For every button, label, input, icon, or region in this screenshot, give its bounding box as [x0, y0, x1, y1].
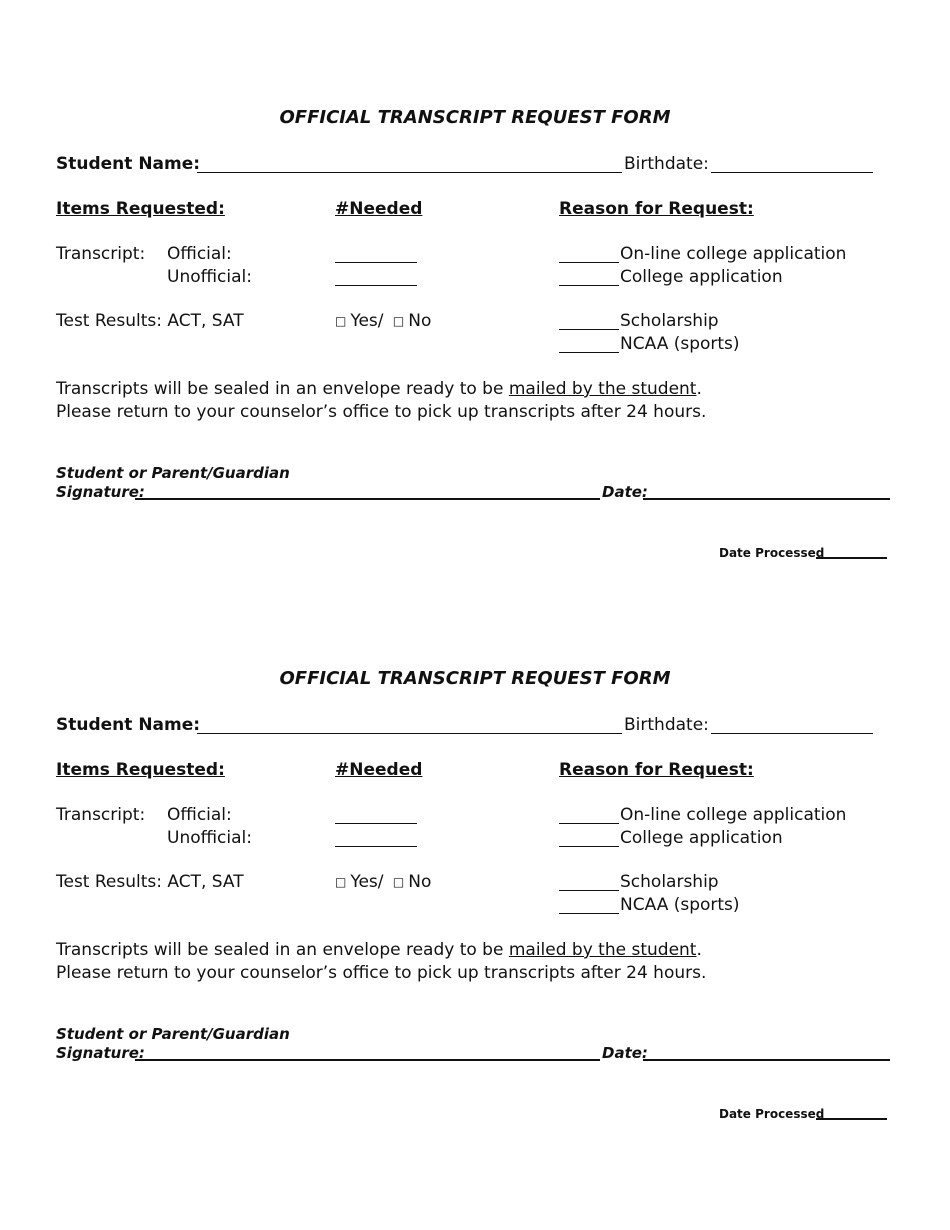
signer-label: Student or Parent/Guardian: [56, 464, 290, 482]
items-requested-heading: Items Requested:: [56, 760, 225, 780]
signer-label: Student or Parent/Guardian: [56, 1025, 290, 1043]
transcript-request-form: [0, 0, 950, 560]
transcript-request-form: [0, 561, 950, 1121]
birthdate-label: Birthdate:: [624, 715, 709, 735]
birthdate-label: Birthdate:: [624, 154, 709, 174]
reason-heading: Reason for Request:: [559, 199, 754, 219]
reason-college-label: College application: [620, 267, 783, 287]
notice-emphasis: mailed by the student: [508, 940, 697, 960]
no-label: No: [408, 311, 432, 331]
signature-date-label: Date:: [602, 483, 648, 501]
reason-college-label: College application: [620, 828, 783, 848]
unofficial-count-field[interactable]: [335, 285, 417, 286]
official-count-field[interactable]: [335, 262, 417, 263]
reason-scholarship-blank[interactable]: [559, 329, 619, 330]
notice-suffix: .: [696, 379, 702, 399]
yes-label: Yes/: [350, 872, 384, 892]
notice-line-2: Please return to your counselor’s office to pick up transcripts after 24 hours.: [56, 963, 707, 983]
date-processed-field[interactable]: [816, 557, 887, 559]
test-results-choice: [335, 872, 431, 892]
official-label: Official:: [167, 244, 232, 264]
no-checkbox[interactable]: □: [392, 314, 405, 328]
student-name-field[interactable]: [197, 733, 622, 734]
signature-date-field[interactable]: [643, 498, 890, 500]
reason-online-label: On-line college application: [620, 805, 847, 825]
test-results-choice: [335, 311, 431, 331]
form-title: OFFICIAL TRANSCRIPT REQUEST FORM: [279, 668, 671, 689]
signature-field[interactable]: [135, 498, 600, 500]
no-checkbox[interactable]: □: [392, 875, 405, 889]
date-processed-label: Date Processed: [719, 1107, 825, 1121]
date-processed-field[interactable]: [816, 1118, 887, 1120]
notice-suffix: .: [696, 940, 702, 960]
birthdate-field[interactable]: [711, 733, 873, 734]
signature-label: Signature:: [56, 483, 145, 501]
notice-prefix: Transcripts will be sealed in an envelope ready to be: [56, 379, 509, 399]
student-name-label: Student Name:: [56, 154, 201, 174]
reason-scholarship-label: Scholarship: [620, 872, 719, 892]
reason-scholarship-label: Scholarship: [620, 311, 719, 331]
reason-heading: Reason for Request:: [559, 760, 754, 780]
yes-checkbox[interactable]: □: [335, 875, 347, 889]
form-title: OFFICIAL TRANSCRIPT REQUEST FORM: [279, 107, 671, 128]
reason-ncaa-label: NCAA (sports): [620, 334, 740, 354]
reason-scholarship-blank[interactable]: [559, 890, 619, 891]
reason-college-blank[interactable]: [559, 285, 619, 286]
notice-line-2: Please return to your counselor’s office to pick up transcripts after 24 hours.: [56, 402, 707, 422]
reason-ncaa-blank[interactable]: [559, 913, 619, 914]
reason-online-label: On-line college application: [620, 244, 847, 264]
test-results-label: Test Results: ACT, SAT: [56, 872, 244, 892]
student-name-field[interactable]: [197, 172, 622, 173]
yes-checkbox[interactable]: □: [335, 314, 347, 328]
signature-date-field[interactable]: [643, 1059, 890, 1061]
reason-online-blank[interactable]: [559, 823, 619, 824]
reason-ncaa-label: NCAA (sports): [620, 895, 740, 915]
birthdate-field[interactable]: [711, 172, 873, 173]
reason-college-blank[interactable]: [559, 846, 619, 847]
unofficial-label: Unofficial:: [167, 267, 252, 287]
transcript-label: Transcript:: [56, 244, 146, 264]
reason-online-blank[interactable]: [559, 262, 619, 263]
notice-emphasis: mailed by the student: [508, 379, 697, 399]
official-count-field[interactable]: [335, 823, 417, 824]
needed-heading: #Needed: [335, 199, 423, 219]
test-results-label: Test Results: ACT, SAT: [56, 311, 244, 331]
transcript-label: Transcript:: [56, 805, 146, 825]
unofficial-count-field[interactable]: [335, 846, 417, 847]
date-processed-label: Date Processed: [719, 546, 825, 560]
no-label: No: [408, 872, 432, 892]
student-name-label: Student Name:: [56, 715, 201, 735]
signature-field[interactable]: [135, 1059, 600, 1061]
signature-date-label: Date:: [602, 1044, 648, 1062]
unofficial-label: Unofficial:: [167, 828, 252, 848]
notice-line-1: [56, 379, 702, 399]
items-requested-heading: Items Requested:: [56, 199, 225, 219]
notice-line-1: [56, 940, 702, 960]
reason-ncaa-blank[interactable]: [559, 352, 619, 353]
signature-label: Signature:: [56, 1044, 145, 1062]
yes-label: Yes/: [350, 311, 384, 331]
notice-prefix: Transcripts will be sealed in an envelope ready to be: [56, 940, 509, 960]
official-label: Official:: [167, 805, 232, 825]
needed-heading: #Needed: [335, 760, 423, 780]
